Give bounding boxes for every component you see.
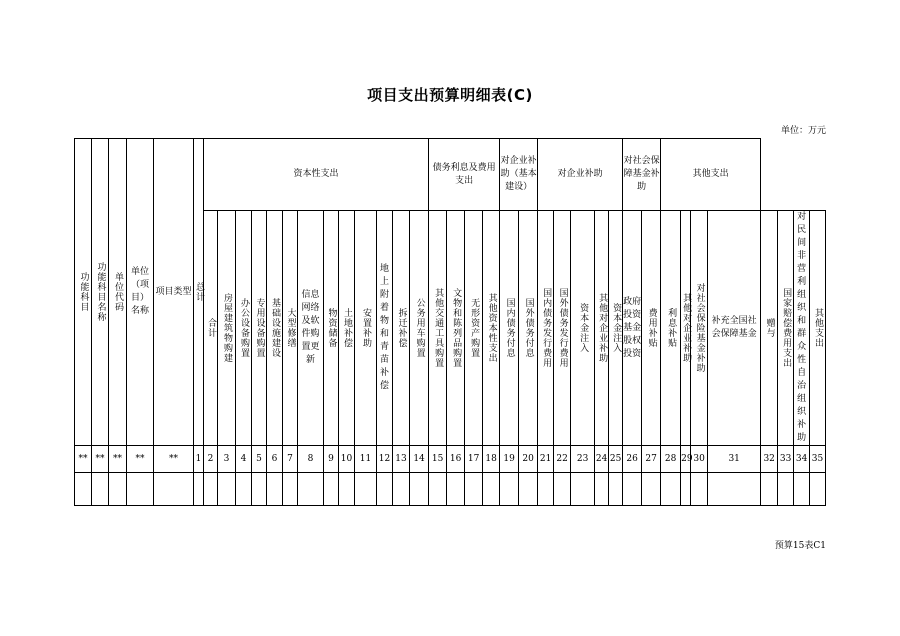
header-project-type: 项目类型 (154, 139, 194, 446)
empty-cell (761, 473, 778, 506)
header-col-14: 公务用车购置 (410, 211, 429, 446)
empty-cell (154, 473, 194, 506)
unit-label: 单位：万元 (780, 126, 826, 136)
index-cell-number: 13 (393, 446, 410, 473)
group-enterprise-basic: 对企业补助（基本建设） (500, 139, 538, 211)
empty-cell (194, 473, 204, 506)
header-col-30: 对社会保险基金补助 (691, 211, 708, 446)
index-cell-number: 7 (283, 446, 298, 473)
empty-cell (377, 473, 393, 506)
index-cell-number: 27 (642, 446, 661, 473)
empty-cell (810, 473, 826, 506)
header-total: 总计 (194, 139, 204, 446)
header-col-11: 安置补助 (355, 211, 377, 446)
header-col-18: 其他资本性支出 (483, 211, 500, 446)
index-cell-number: 16 (447, 446, 465, 473)
header-col-25: 资本金注入 (609, 211, 623, 446)
header-col-17: 无形资产购置 (465, 211, 483, 446)
index-cell-number: 33 (778, 446, 794, 473)
empty-cell (236, 473, 252, 506)
index-cell-number: 10 (339, 446, 355, 473)
index-cell-number: 19 (500, 446, 519, 473)
header-col-16: 文物和陈列品购置 (447, 211, 465, 446)
empty-cell (75, 473, 92, 506)
header-col-5: 专用设备购置 (252, 211, 267, 446)
empty-cell (429, 473, 447, 506)
index-cell-number: 35 (810, 446, 826, 473)
header-col-20: 国外债务付息 (519, 211, 538, 446)
header-col-27: 费用补贴 (642, 211, 661, 446)
header-col-12: 地上附着物和青苗补偿 (377, 211, 393, 446)
header-col-7: 大型修缮 (283, 211, 298, 446)
empty-cell (778, 473, 794, 506)
empty-cell (252, 473, 267, 506)
index-cell-star: ** (92, 446, 109, 473)
header-col-33: 国家赔偿费用支出 (778, 211, 794, 446)
empty-cell (92, 473, 109, 506)
index-row (75, 446, 826, 473)
index-cell-number: 12 (377, 446, 393, 473)
empty-cell (538, 473, 554, 506)
empty-cell (267, 473, 283, 506)
empty-cell (642, 473, 661, 506)
index-cell-number: 14 (410, 446, 429, 473)
index-cell-number: 5 (252, 446, 267, 473)
page-title: 项目支出预算明细表(C) (367, 86, 533, 104)
empty-cell (298, 473, 324, 506)
header-col-32: 赠与 (761, 211, 778, 446)
index-cell-number: 21 (538, 446, 554, 473)
index-cell-number: 30 (691, 446, 708, 473)
header-col-19: 国内债务付息 (500, 211, 519, 446)
empty-cell (708, 473, 761, 506)
header-col-3: 房屋建筑物购建 (218, 211, 236, 446)
empty-cell (609, 473, 623, 506)
empty-cell (204, 473, 218, 506)
header-col-10: 土地补偿 (339, 211, 355, 446)
group-debt: 债务利息及费用支出 (429, 139, 500, 211)
header-col-28: 利息补贴 (661, 211, 681, 446)
empty-cell (109, 473, 127, 506)
empty-data-row (75, 473, 826, 506)
header-col-29: 其他对企业补助 (681, 211, 691, 446)
index-cell-number: 11 (355, 446, 377, 473)
header-func-name: 功能科目名称 (92, 139, 109, 446)
index-cell-number: 2 (204, 446, 218, 473)
index-cell-number: 25 (609, 446, 623, 473)
empty-cell (571, 473, 595, 506)
index-cell-number: 6 (267, 446, 283, 473)
index-cell-number: 20 (519, 446, 538, 473)
empty-cell (127, 473, 154, 506)
index-cell-star: ** (109, 446, 127, 473)
header-col-24: 其他对企业补助 (595, 211, 609, 446)
empty-cell (465, 473, 483, 506)
index-cell-number: 3 (218, 446, 236, 473)
empty-cell (339, 473, 355, 506)
empty-cell (483, 473, 500, 506)
header-col-4: 办公设备购置 (236, 211, 252, 446)
empty-cell (324, 473, 339, 506)
header-col-6: 基础设施建设 (267, 211, 283, 446)
empty-cell (595, 473, 609, 506)
index-cell-number: 32 (761, 446, 778, 473)
index-cell-number: 24 (595, 446, 609, 473)
empty-cell (794, 473, 810, 506)
empty-cell (519, 473, 538, 506)
index-cell-star: ** (75, 446, 92, 473)
index-cell-number: 1 (194, 446, 204, 473)
index-cell-number: 23 (571, 446, 595, 473)
empty-cell (554, 473, 571, 506)
index-cell-number: 34 (794, 446, 810, 473)
header-heji: 合计 (204, 211, 218, 446)
index-cell-star: ** (127, 446, 154, 473)
empty-cell (218, 473, 236, 506)
index-cell-number: 28 (661, 446, 681, 473)
header-func-subject: 功能科目 (75, 139, 92, 446)
budget-table (74, 138, 826, 506)
header-col-34: 对民间非营利组织和群众性自治组织补助 (794, 211, 810, 446)
index-cell-number: 26 (623, 446, 642, 473)
form-code: 预算15表C1 (774, 541, 826, 551)
empty-cell (393, 473, 410, 506)
empty-cell (691, 473, 708, 506)
index-cell-number: 17 (465, 446, 483, 473)
group-other: 其他支出 (661, 139, 761, 211)
header-unit-code: 单位代码 (109, 139, 127, 446)
group-enterprise: 对企业补助 (538, 139, 623, 211)
index-cell-number: 8 (298, 446, 324, 473)
empty-cell (500, 473, 519, 506)
header-col-23: 资本金注入 (571, 211, 595, 446)
empty-cell (283, 473, 298, 506)
empty-cell (681, 473, 691, 506)
index-cell-number: 9 (324, 446, 339, 473)
header-col-31: 补充全国社会保障基金 (708, 211, 761, 446)
index-cell-number: 29 (681, 446, 691, 473)
index-cell-number: 15 (429, 446, 447, 473)
group-capital: 资本性支出 (204, 139, 429, 211)
index-cell-number: 18 (483, 446, 500, 473)
header-col-35: 其他支出 (810, 211, 826, 446)
index-cell-number: 22 (554, 446, 571, 473)
index-cell-number: 4 (236, 446, 252, 473)
header-col-15: 其他交通工具购置 (429, 211, 447, 446)
group-social: 对社会保障基金补助 (623, 139, 661, 211)
empty-cell (447, 473, 465, 506)
header-col-22: 国外债务发行费用 (554, 211, 571, 446)
header-unit-name: 单位（项目）名称 (127, 139, 154, 446)
empty-cell (355, 473, 377, 506)
empty-cell (410, 473, 429, 506)
index-cell-star: ** (154, 446, 194, 473)
empty-cell (661, 473, 681, 506)
header-col-26: 政府投资基金股权投资 (623, 211, 642, 446)
header-col-9: 物资储备 (324, 211, 339, 446)
header-col-8: 信息网络及软件购置更新 (298, 211, 324, 446)
index-cell-number: 31 (708, 446, 761, 473)
header-col-13: 拆迁补偿 (393, 211, 410, 446)
empty-cell (623, 473, 642, 506)
header-col-21: 国内债务发行费用 (538, 211, 554, 446)
